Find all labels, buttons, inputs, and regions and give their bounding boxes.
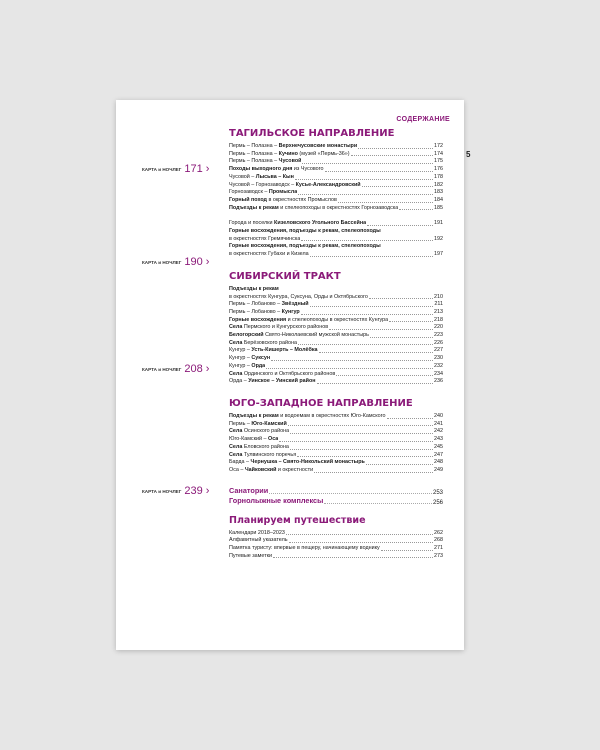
toc-entry-suffix: Пермского и Кунгурского районов bbox=[242, 324, 329, 331]
toc-entry-bold: Чернушка – Свято-Никольский монастырь bbox=[250, 459, 365, 466]
toc-entry-text bbox=[229, 347, 318, 355]
toc-entry-text bbox=[229, 421, 287, 429]
toc-entry-text bbox=[229, 332, 369, 340]
toc-entry-prefix: Пермь – Полазна – bbox=[229, 143, 279, 149]
toc-entry-suffix: Свято-Николаевский мужской монастырь bbox=[263, 332, 369, 339]
toc-entry-suffix: из Чусового bbox=[292, 166, 324, 173]
toc-section-entry bbox=[229, 486, 443, 496]
toc-entry-prefix: Пермь – Полазна – bbox=[229, 158, 279, 165]
dot-leader bbox=[266, 368, 433, 369]
dot-leader bbox=[290, 449, 433, 450]
toc-entry-text bbox=[229, 452, 296, 460]
toc-entry bbox=[229, 220, 443, 228]
toc-entry-text bbox=[229, 251, 309, 259]
dot-leader bbox=[319, 352, 433, 353]
toc-entry-bold: Села bbox=[229, 370, 243, 377]
map-reference-page: 190 bbox=[184, 256, 203, 268]
dot-leader bbox=[301, 240, 433, 241]
toc-entry-suffix: и спелеопоходы в окрестностях Горнозаводска bbox=[278, 204, 399, 211]
toc-entry bbox=[229, 243, 443, 251]
toc-entry bbox=[229, 294, 443, 302]
dot-leader bbox=[317, 383, 433, 384]
toc-entry bbox=[229, 553, 443, 561]
dot-leader bbox=[286, 534, 433, 535]
toc-entry-text bbox=[229, 220, 366, 228]
toc-entry bbox=[229, 378, 443, 386]
toc-entry-prefix: Чусовой – Горнозаводск – bbox=[229, 181, 296, 188]
map-reference-page: 171 bbox=[184, 163, 203, 175]
toc-entry bbox=[229, 205, 443, 213]
dot-leader bbox=[289, 542, 433, 543]
toc-page-number: 182 bbox=[434, 181, 443, 188]
dot-leader bbox=[273, 557, 433, 558]
dot-leader bbox=[366, 464, 433, 465]
toc-entry-bold: Кунгур bbox=[281, 308, 300, 315]
toc-entry-text bbox=[229, 413, 386, 421]
dot-leader bbox=[297, 456, 433, 457]
toc-entry-prefix: Путевые заметки bbox=[229, 552, 273, 559]
toc-entry-text bbox=[229, 363, 265, 371]
toc-page-number: 249 bbox=[434, 466, 443, 473]
toc-entry-bold: Села bbox=[229, 324, 243, 331]
toc-entry-text bbox=[229, 143, 357, 151]
toc-entry-prefix: Орда – bbox=[229, 378, 249, 385]
toc-page-number: 243 bbox=[434, 436, 443, 443]
toc-entry-bold: Верхнечусовские монастыри bbox=[278, 143, 358, 149]
toc-page-number: 245 bbox=[434, 443, 443, 450]
toc-page-number: 241 bbox=[434, 420, 443, 427]
toc-page-number: 176 bbox=[434, 166, 443, 173]
dot-leader bbox=[325, 171, 433, 172]
dot-leader bbox=[362, 186, 433, 187]
dot-leader bbox=[310, 306, 434, 307]
toc-page-number: 192 bbox=[434, 235, 443, 242]
toc-entry bbox=[229, 158, 443, 166]
toc-entry-text bbox=[229, 294, 368, 302]
map-reference-page: 239 bbox=[184, 485, 203, 497]
toc-page-number: 223 bbox=[434, 332, 443, 339]
toc-entry bbox=[229, 340, 443, 348]
toc-page-number: 232 bbox=[434, 362, 443, 369]
toc-group bbox=[229, 143, 443, 212]
toc-section-label: Горнолыжные комплексы bbox=[229, 495, 324, 505]
toc-entry-bold: Села bbox=[229, 339, 243, 346]
toc-entry bbox=[229, 436, 443, 444]
toc-entry-suffix: (музей «Пермь-36») bbox=[297, 150, 350, 157]
toc-entry-suffix: Ординского и Октябрьского районов bbox=[242, 370, 336, 377]
dot-leader bbox=[298, 194, 433, 195]
toc-entry bbox=[229, 166, 443, 174]
toc-entry bbox=[229, 317, 443, 325]
toc-entry-prefix: Пермь – bbox=[229, 420, 252, 427]
toc-page-number: 262 bbox=[434, 529, 443, 536]
toc-entry-prefix: Памятка туристу: впервые в пещеру, начинающему воднику bbox=[229, 545, 380, 552]
toc-entry-bold: Села bbox=[229, 428, 243, 435]
toc-page-number: 242 bbox=[434, 428, 443, 435]
book-page bbox=[116, 100, 471, 650]
toc-entry bbox=[229, 355, 443, 363]
toc-entry-text bbox=[229, 545, 380, 553]
dot-leader bbox=[399, 209, 433, 210]
dot-leader bbox=[336, 375, 433, 376]
toc-entry bbox=[229, 236, 443, 244]
toc-page-number: 268 bbox=[434, 537, 443, 544]
toc-entry-text bbox=[229, 182, 361, 190]
toc-entry-text bbox=[229, 197, 337, 205]
toc-entry bbox=[229, 182, 443, 190]
toc-entry-text bbox=[229, 174, 294, 182]
toc-entry-text bbox=[229, 205, 398, 213]
toc-entry bbox=[229, 324, 443, 332]
toc-entry-prefix: Чусовой – bbox=[229, 173, 256, 180]
toc-entry bbox=[229, 413, 443, 421]
toc-page-number: 183 bbox=[434, 189, 443, 196]
toc-page-number: 191 bbox=[434, 220, 443, 227]
toc-entry bbox=[229, 444, 443, 452]
toc-entry-text bbox=[229, 189, 297, 197]
map-reference bbox=[142, 256, 209, 268]
toc-entry-text bbox=[229, 436, 278, 444]
toc-entry bbox=[229, 459, 443, 467]
toc-entry-bold: Подъезды к рекам bbox=[229, 204, 279, 211]
toc-entry bbox=[229, 363, 443, 371]
toc-entry-text bbox=[229, 151, 350, 159]
toc-entry-bold: Села bbox=[229, 443, 243, 450]
toc-page-number: 240 bbox=[434, 412, 443, 419]
page-number: 5 bbox=[466, 150, 471, 159]
toc-page-number: 256 bbox=[432, 499, 443, 506]
toc-group bbox=[229, 220, 443, 259]
toc-entry-prefix: в окрестностях Губахи и Кизела bbox=[229, 251, 309, 258]
toc-entry-text bbox=[229, 286, 279, 294]
toc-entry bbox=[229, 421, 443, 429]
toc-entry-text bbox=[229, 236, 300, 244]
toc-entry bbox=[229, 545, 443, 553]
toc-page-number: 248 bbox=[434, 459, 443, 466]
toc-entry-bold: Звёздный bbox=[281, 301, 309, 308]
toc-entry-bold: Горные восхождения, подъезды к рекам, спелеопоходы bbox=[229, 228, 381, 235]
toc-entry-bold: Походы выходного дня bbox=[229, 166, 293, 173]
toc-entry-text bbox=[229, 301, 309, 309]
dot-leader bbox=[310, 256, 433, 257]
toc-page-number: 185 bbox=[434, 204, 443, 211]
toc-entry-bold: Кучино bbox=[278, 150, 298, 157]
map-reference bbox=[142, 363, 209, 375]
map-reference-label: КАРТА и НОЧЛЕГ bbox=[142, 166, 182, 172]
toc-entry bbox=[229, 530, 443, 538]
toc-entry bbox=[229, 452, 443, 460]
toc-page-number: 210 bbox=[434, 293, 443, 300]
toc-entry-text bbox=[229, 428, 289, 436]
toc-page-number: 236 bbox=[434, 378, 443, 385]
toc-entry-suffix: и окрестности bbox=[276, 466, 314, 473]
toc-entry-text bbox=[229, 340, 297, 348]
toc-group bbox=[229, 413, 443, 475]
toc-entry-text bbox=[229, 530, 285, 538]
toc-page-number: 178 bbox=[434, 173, 443, 180]
toc-entry-prefix: Кунгур – bbox=[229, 355, 252, 362]
toc-entry-text bbox=[229, 467, 313, 475]
chevron-right-icon: › bbox=[205, 485, 210, 497]
toc-page-number: 247 bbox=[434, 451, 443, 458]
dot-leader bbox=[288, 425, 433, 426]
toc-page-number: 211 bbox=[434, 301, 443, 308]
dot-leader bbox=[370, 337, 433, 338]
toc-entry-text bbox=[229, 459, 365, 467]
dot-leader bbox=[271, 360, 433, 361]
toc-entry-bold: Кусье-Александровский bbox=[295, 181, 361, 188]
toc-entry-prefix: Пермь – Полазна – bbox=[229, 150, 279, 157]
chevron-right-icon: › bbox=[205, 256, 210, 268]
toc-entry-text bbox=[229, 371, 335, 379]
toc-page-number: 230 bbox=[434, 355, 443, 362]
toc-entry-bold: Села bbox=[229, 451, 243, 458]
dot-leader bbox=[279, 441, 433, 442]
toc-entry-bold: Оса bbox=[268, 436, 279, 443]
section-title: СИБИРСКИЙ ТРАКТ bbox=[229, 270, 341, 282]
toc-entry bbox=[229, 189, 443, 197]
toc-entry bbox=[229, 251, 443, 259]
toc-page-number: 226 bbox=[434, 339, 443, 346]
toc-entry bbox=[229, 143, 443, 151]
toc-page-number: 253 bbox=[432, 489, 443, 496]
toc-entry-text bbox=[229, 166, 324, 174]
toc-entry-prefix: Кунгур – bbox=[229, 362, 252, 369]
toc-entry-text bbox=[229, 355, 270, 363]
toc-page-number: 273 bbox=[434, 552, 443, 559]
toc-entry bbox=[229, 428, 443, 436]
map-reference-label: КАРТА и НОЧЛЕГ bbox=[142, 259, 182, 265]
map-reference-label: КАРТА и НОЧЛЕГ bbox=[142, 488, 182, 494]
dot-leader bbox=[298, 344, 433, 345]
toc-entry bbox=[229, 467, 443, 475]
toc-entry bbox=[229, 151, 443, 159]
toc-entry-prefix: Города и поселки bbox=[229, 220, 275, 227]
toc-page-number: 234 bbox=[434, 370, 443, 377]
toc-entry-prefix: Горнозаводск – bbox=[229, 189, 269, 196]
toc-entry bbox=[229, 286, 443, 294]
dot-leader bbox=[290, 433, 433, 434]
toc-page-number: 174 bbox=[434, 150, 443, 157]
dot-leader bbox=[351, 155, 433, 156]
toc-entry-suffix: Берёзовского района bbox=[242, 339, 298, 346]
toc-entry-text bbox=[229, 553, 272, 561]
toc-entry-prefix: Календари 2018–2023 bbox=[229, 529, 285, 536]
section-title: ТАГИЛЬСКОЕ НАПРАВЛЕНИЕ bbox=[229, 128, 395, 139]
toc-entry bbox=[229, 197, 443, 205]
toc-entry-text bbox=[229, 317, 388, 325]
toc-entry-prefix: в окрестностях Кунгура, Суксуна, Орды и Октябрьского bbox=[229, 293, 368, 300]
dot-leader bbox=[358, 148, 433, 149]
toc-entry-suffix: Тулвинского поречья bbox=[242, 451, 297, 458]
toc-group bbox=[229, 530, 443, 561]
toc-entry-prefix: в окрестностях Гремячинска bbox=[229, 235, 301, 242]
toc-entry-suffix: и спелеопоходы в окрестностях Кунгура bbox=[286, 316, 389, 323]
toc-entry-bold: Чайковский bbox=[244, 466, 277, 473]
toc-page-number: 213 bbox=[434, 308, 443, 315]
toc-entry-bold: Юго-Камский bbox=[251, 420, 287, 427]
toc-entry-prefix: Юго-Камский – bbox=[229, 436, 269, 443]
map-reference bbox=[142, 485, 209, 497]
toc-section-entry bbox=[229, 496, 443, 506]
toc-entry-text bbox=[229, 158, 301, 166]
toc-page-number: 271 bbox=[434, 545, 443, 552]
toc-entry-prefix: Оса – bbox=[229, 466, 245, 473]
toc-entry-bold: Промысла bbox=[268, 189, 298, 196]
toc-entry-bold: Чусовой bbox=[278, 158, 302, 165]
toc-page-number: 227 bbox=[434, 347, 443, 354]
toc-page-number: 184 bbox=[434, 196, 443, 203]
toc-section-label: Санатории bbox=[229, 485, 269, 495]
dot-leader bbox=[324, 503, 432, 504]
toc-page-number: 220 bbox=[434, 324, 443, 331]
toc-entry-bold: Горный поход bbox=[229, 196, 267, 203]
toc-entry bbox=[229, 332, 443, 340]
toc-entry-prefix: Пермь – Лобаново – bbox=[229, 301, 282, 308]
toc-entry-bold: Белогорский bbox=[229, 332, 264, 339]
map-reference-label: КАРТА и НОЧЛЕГ bbox=[142, 366, 182, 372]
toc-page-number: 218 bbox=[434, 316, 443, 323]
dot-leader bbox=[338, 202, 433, 203]
toc-entry-prefix: Барда – bbox=[229, 459, 251, 466]
toc-entry-prefix: Кунгур – bbox=[229, 347, 252, 354]
toc-entry bbox=[229, 537, 443, 545]
toc-entry-suffix: Осинского района bbox=[242, 428, 290, 435]
toc-entry-bold: Лысьва – Кын bbox=[255, 173, 294, 180]
chevron-right-icon: › bbox=[205, 163, 210, 175]
toc-entry-text bbox=[229, 378, 316, 386]
toc-entry bbox=[229, 174, 443, 182]
toc-entry-bold: Горные восхождения bbox=[229, 316, 287, 323]
map-reference bbox=[142, 163, 209, 175]
toc-entry-suffix: и водоемам в окрестностях Юго-Камского bbox=[278, 412, 386, 419]
toc-entry-bold: Кизеловского Угольного Бассейна bbox=[274, 220, 367, 227]
toc-entry-text bbox=[229, 444, 289, 452]
toc-group bbox=[229, 486, 443, 506]
toc-entry bbox=[229, 347, 443, 355]
toc-page-number: 197 bbox=[434, 251, 443, 258]
section-title: ЮГО-ЗАПАДНОЕ НАПРАВЛЕНИЕ bbox=[229, 397, 413, 409]
toc-entry-bold: Горные восхождения, подъезды к рекам, спелеопоходы bbox=[229, 243, 381, 250]
toc-entry bbox=[229, 309, 443, 317]
toc-group bbox=[229, 286, 443, 386]
dot-leader bbox=[367, 225, 433, 226]
dot-leader bbox=[269, 493, 432, 494]
dot-leader bbox=[381, 550, 433, 551]
toc-entry-text bbox=[229, 537, 288, 545]
toc-entry-bold: Подъезды к рекам bbox=[229, 412, 279, 419]
toc-page-number: 175 bbox=[434, 158, 443, 165]
dot-leader bbox=[389, 321, 433, 322]
toc-entry-text bbox=[229, 228, 381, 236]
toc-entry-bold: Суксун bbox=[251, 355, 271, 362]
dot-leader bbox=[314, 472, 433, 473]
dot-leader bbox=[295, 179, 433, 180]
dot-leader bbox=[387, 418, 433, 419]
dot-leader bbox=[302, 163, 433, 164]
toc-entry-text bbox=[229, 309, 300, 317]
toc-entry-text bbox=[229, 324, 328, 332]
map-reference-page: 208 bbox=[184, 363, 203, 375]
running-header: СОДЕРЖАНИЕ bbox=[396, 116, 450, 123]
dot-leader bbox=[301, 314, 433, 315]
toc-entry-suffix: Еловского района bbox=[242, 443, 289, 450]
toc-entry bbox=[229, 301, 443, 309]
dot-leader bbox=[369, 298, 433, 299]
toc-entry-prefix: Алфавитный указатель bbox=[229, 537, 288, 544]
dot-leader bbox=[329, 329, 433, 330]
toc-entry-bold: Уинское – Уинский район bbox=[248, 378, 316, 385]
section-title: Планируем путешествие bbox=[229, 514, 366, 526]
chevron-right-icon: › bbox=[205, 363, 210, 375]
toc-entry bbox=[229, 371, 443, 379]
toc-entry-text bbox=[229, 243, 381, 251]
toc-entry-bold: Подъезды к рекам bbox=[229, 285, 279, 292]
toc-entry-bold: Усть-Кишерть – Молёбка bbox=[251, 347, 318, 354]
table-of-contents bbox=[229, 127, 443, 560]
toc-entry-bold: Орда bbox=[251, 362, 266, 369]
toc-entry-suffix: в окрестностях Промыслов bbox=[266, 196, 337, 203]
toc-page-number: 172 bbox=[434, 143, 443, 149]
toc-entry bbox=[229, 228, 443, 236]
toc-entry-prefix: Пермь – Лобаново – bbox=[229, 308, 282, 315]
